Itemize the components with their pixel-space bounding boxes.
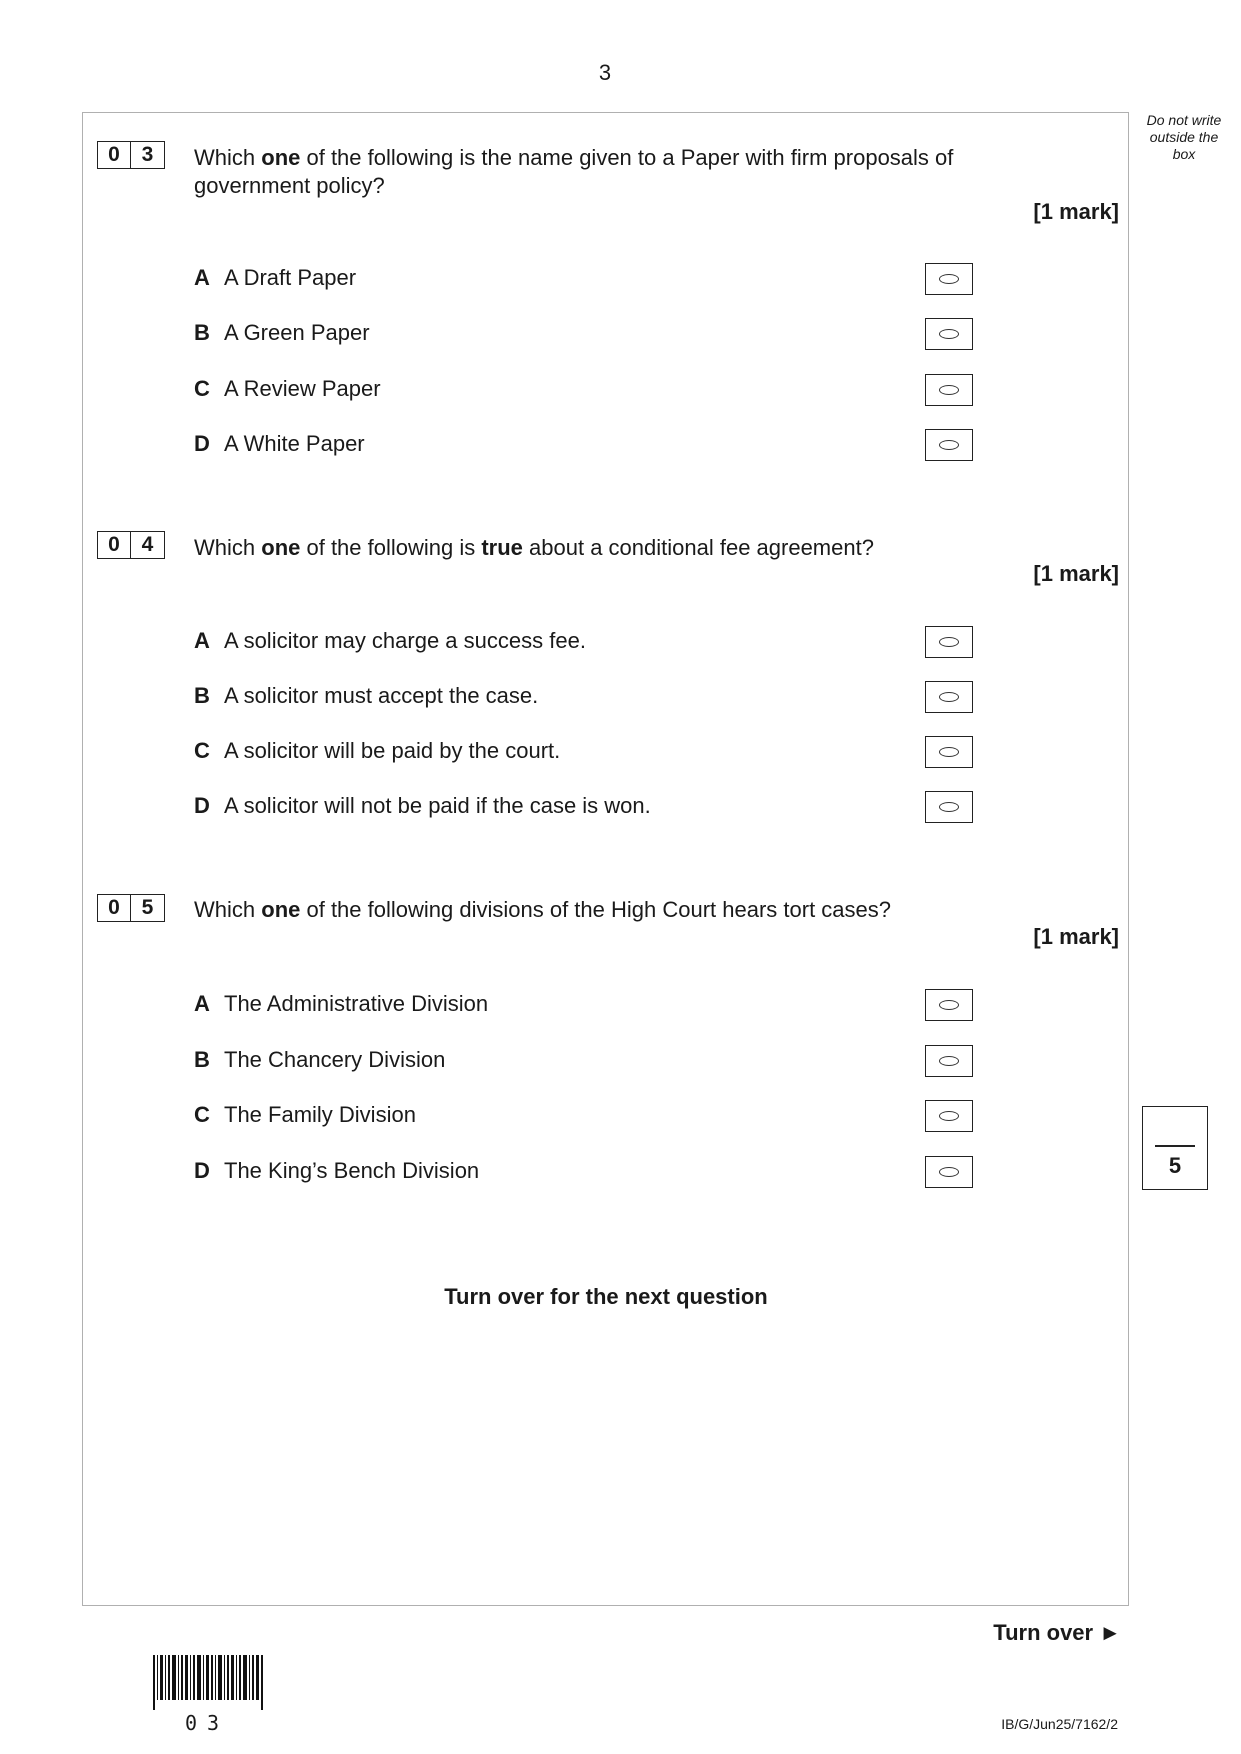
question-text: Which one of the following is true about a conditional fee agreement? [194, 535, 874, 560]
answer-box[interactable] [925, 374, 973, 406]
answer-box[interactable] [925, 989, 973, 1021]
answer-box[interactable] [925, 736, 973, 768]
option-letter: C [194, 1102, 210, 1127]
option-row [194, 627, 586, 655]
option-letter: B [194, 1047, 210, 1072]
question-number-digit: 4 [131, 531, 165, 559]
option-row [194, 319, 370, 347]
score-divider [1155, 1145, 1195, 1147]
lozenge-icon [939, 274, 959, 284]
option-row [194, 264, 356, 292]
answer-box[interactable] [925, 626, 973, 658]
lozenge-icon [939, 1167, 959, 1177]
answer-box[interactable] [925, 681, 973, 713]
emphasis: true [481, 535, 523, 560]
option-text: A Green Paper [224, 320, 370, 345]
emphasis: one [261, 897, 301, 922]
question-number [97, 531, 165, 559]
option-letter: A [194, 991, 210, 1016]
lozenge-icon [939, 747, 959, 757]
option-letter: D [194, 431, 210, 456]
question-number [97, 141, 165, 169]
paper-reference: IB/G/Jun25/7162/2 [1001, 1716, 1118, 1732]
option-text: The Administrative Division [224, 991, 489, 1016]
lozenge-icon [939, 440, 959, 450]
answer-box[interactable] [925, 429, 973, 461]
page-number: 3 [598, 60, 612, 85]
question-number-digit: 5 [131, 894, 165, 922]
lozenge-icon [939, 1000, 959, 1010]
option-letter: C [194, 738, 210, 763]
option-row [194, 792, 651, 820]
option-letter: A [194, 265, 210, 290]
option-text: A solicitor will not be paid if the case is won. [224, 793, 651, 818]
question-number-digit: 0 [97, 141, 131, 169]
option-text: A solicitor will be paid by the court. [224, 738, 561, 763]
page-score: 5 [1168, 1153, 1182, 1178]
option-text: The Chancery Division [224, 1047, 446, 1072]
answer-box[interactable] [925, 318, 973, 350]
answer-box[interactable] [925, 1045, 973, 1077]
mark-allocation: [1 mark] [1033, 561, 1119, 586]
option-letter: D [194, 1158, 210, 1183]
option-text: A Review Paper [224, 376, 381, 401]
lozenge-icon [939, 692, 959, 702]
option-text: A solicitor must accept the case. [224, 683, 539, 708]
barcode-image [153, 1655, 265, 1710]
option-row [194, 682, 538, 710]
question-number [97, 894, 165, 922]
option-letter: B [194, 320, 210, 345]
lozenge-icon [939, 1111, 959, 1121]
lozenge-icon [939, 1056, 959, 1066]
question-number-digit: 3 [131, 141, 165, 169]
lozenge-icon [939, 637, 959, 647]
lozenge-icon [939, 802, 959, 812]
answer-box[interactable] [925, 263, 973, 295]
lozenge-icon [939, 329, 959, 339]
question-text: Which one of the following is the name given to a Paper with firm proposals of government policy? [194, 145, 954, 198]
option-letter: B [194, 683, 210, 708]
emphasis: one [261, 535, 301, 560]
mark-allocation: [1 mark] [1033, 199, 1119, 224]
option-letter: D [194, 793, 210, 818]
turn-over-label: Turn over ► [993, 1620, 1121, 1645]
page-score-box [1142, 1106, 1208, 1190]
option-row [194, 1101, 416, 1129]
mark-allocation: [1 mark] [1033, 924, 1119, 949]
emphasis: one [261, 145, 301, 170]
option-row [194, 1046, 445, 1074]
answer-box[interactable] [925, 791, 973, 823]
option-row [194, 990, 488, 1018]
option-text: The Family Division [224, 1102, 416, 1127]
option-text: A White Paper [224, 431, 365, 456]
option-row [194, 737, 560, 765]
option-row [194, 430, 365, 458]
option-text: A Draft Paper [224, 265, 357, 290]
barcode-number: 03 [185, 1711, 230, 1735]
answer-box[interactable] [925, 1156, 973, 1188]
option-row [194, 375, 381, 403]
turn-over-next-question: Turn over for the next question [444, 1284, 768, 1309]
option-row [194, 1157, 479, 1185]
question-number-digit: 0 [97, 894, 131, 922]
option-text: The King’s Bench Division [224, 1158, 480, 1183]
margin-note: Do not write outside the box [1146, 112, 1222, 162]
question-number-digit: 0 [97, 531, 131, 559]
lozenge-icon [939, 385, 959, 395]
answer-box[interactable] [925, 1100, 973, 1132]
option-letter: C [194, 376, 210, 401]
option-text: A solicitor may charge a success fee. [224, 628, 586, 653]
option-letter: A [194, 628, 210, 653]
question-text: Which one of the following divisions of the High Court hears tort cases? [194, 897, 892, 922]
